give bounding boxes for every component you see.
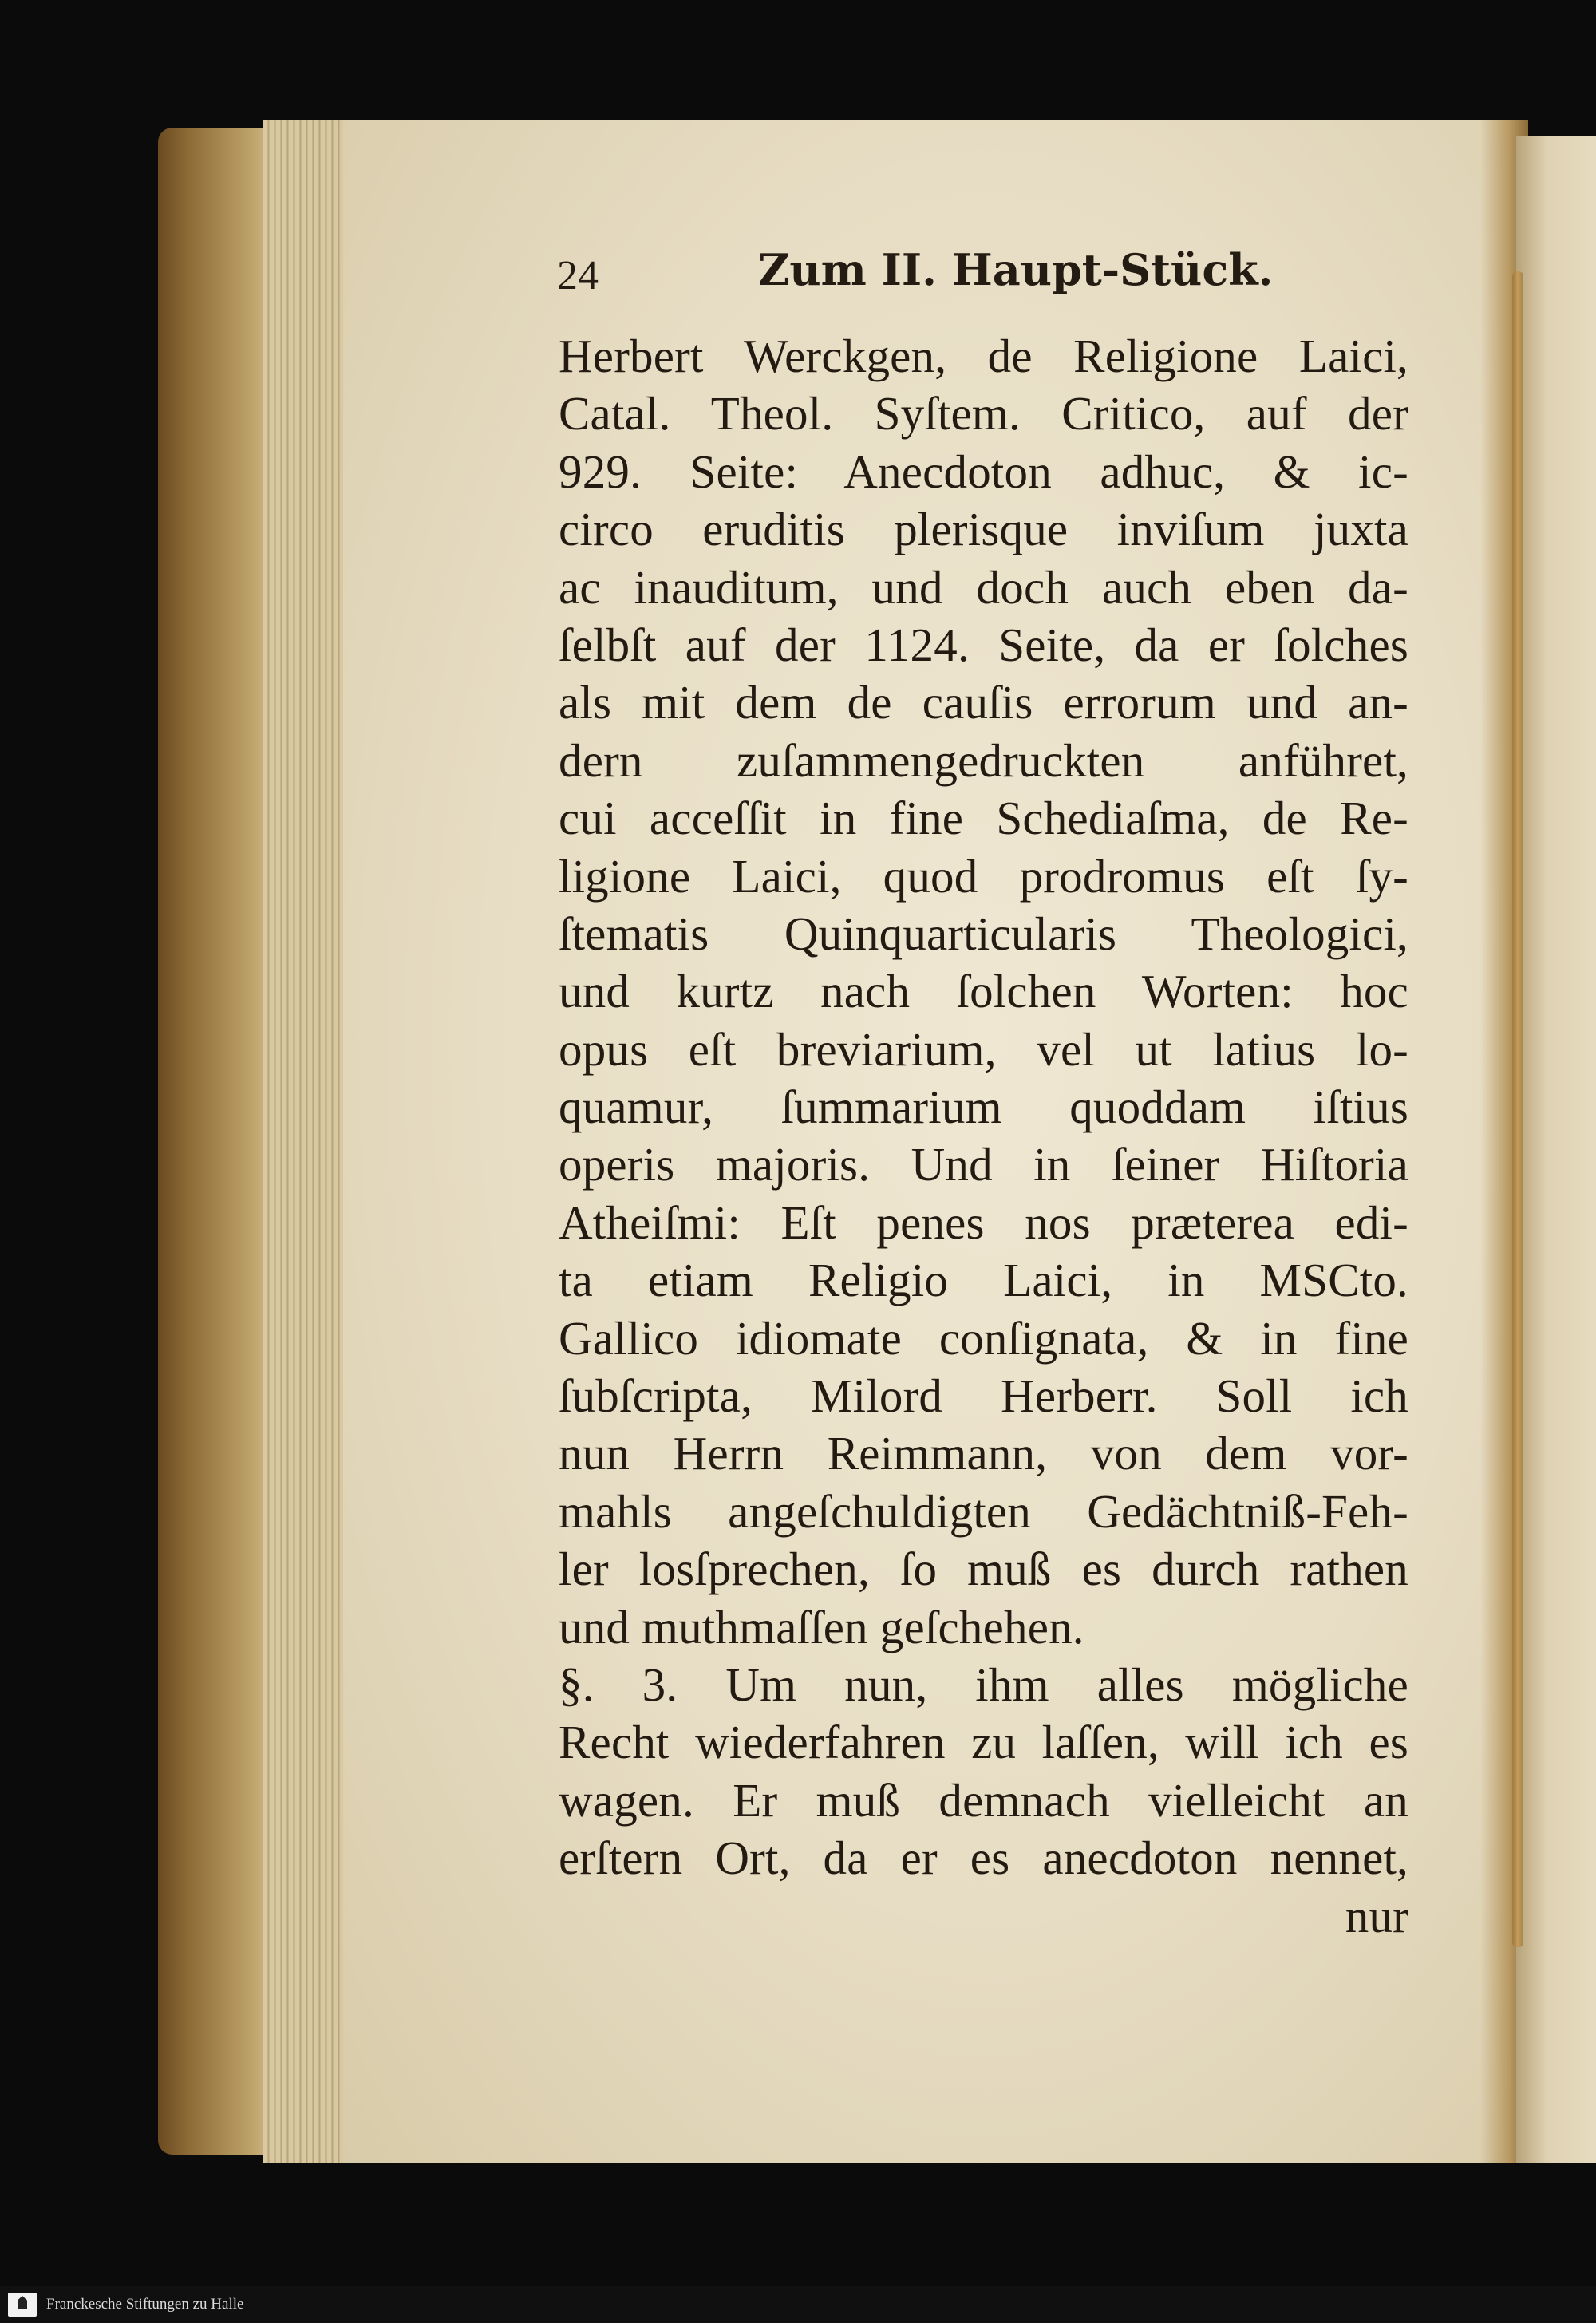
text-line: ta etiam Religio Laici, in MSCto. [559,1254,1408,1307]
text-line: ler losſprechen, ſo muß es durch rathen [559,1543,1408,1596]
text-line: und kurtz nach ſolchen Worten: hoc [559,965,1408,1018]
text-line: opus eſt breviarium, vel ut latius lo- [559,1022,1408,1076]
text-line: dern zuſammengedruckten anführet, [559,733,1408,787]
text-line: ac inauditum, und doch auch eben da- [559,560,1408,614]
text-line: wagen. Er muß demnach vielleicht an [559,1773,1408,1827]
text-line: Catal. Theol. Syſtem. Critico, auf der [559,387,1408,441]
page-block-edges [263,120,351,2163]
text-line: ſubſcripta, Milord Herberr. Soll ich [559,1369,1408,1423]
text-line: ligione Laici, quod prodromus eſt ſy- [559,849,1408,903]
text-line: als mit dem de cauſis errorum und an- [559,676,1408,729]
text-line: ſelbſt auf der 1124. Seite, da er ſolches [559,618,1408,671]
binding-shadow-strip [1512,271,1523,1947]
text-line: ſtematis Quinquarticularis Theologici, [559,907,1408,960]
text-line: erſtern Ort, da er es anecdoton nennet, [559,1831,1408,1885]
book-fore-edge [158,128,278,2155]
footer-bar [0,2286,1596,2323]
catchword: nur [1345,1889,1408,1942]
text-line: operis majoris. Und in ſeiner Hiſtoria [559,1138,1408,1191]
text-line: Gallico idiomate conſignata, & in fine [559,1311,1408,1365]
running-title: Zum II. Haupt-Stück. [758,244,1274,295]
text-line: mahls angeſchuldigten Gedächtniß-Feh- [559,1484,1408,1538]
text-line: quamur, ſummarium quoddam iſtius [559,1081,1408,1134]
text-line: §. 3. Um nun, ihm alles mögliche [559,1657,1408,1711]
text-line: cui acceſſit in fine Schediaſma, de Re- [559,792,1408,845]
body-text [559,327,1408,1945]
footer-institution: Franckesche Stiftungen zu Halle [46,2296,244,2313]
text-line: circo eruditis plerisque inviſum juxta [559,503,1408,556]
institution-logo-icon [8,2293,37,2317]
text-line: Recht wiederfahren zu laſſen, will ich es [559,1716,1408,1769]
text-line: Atheiſmi: Eſt penes nos præterea edi- [559,1195,1408,1249]
page-number: 24 [557,253,598,298]
text-line: und muthmaſſen geſchehen. [559,1600,1084,1653]
right-page-edge [1516,136,1596,2163]
text-line: nun Herrn Reimmann, von dem vor- [559,1427,1408,1480]
text-line: 929. Seite: Anecdoton adhuc, & ic- [559,444,1408,498]
text-line: Herbert Werckgen, de Religione Laici, [559,330,1408,382]
